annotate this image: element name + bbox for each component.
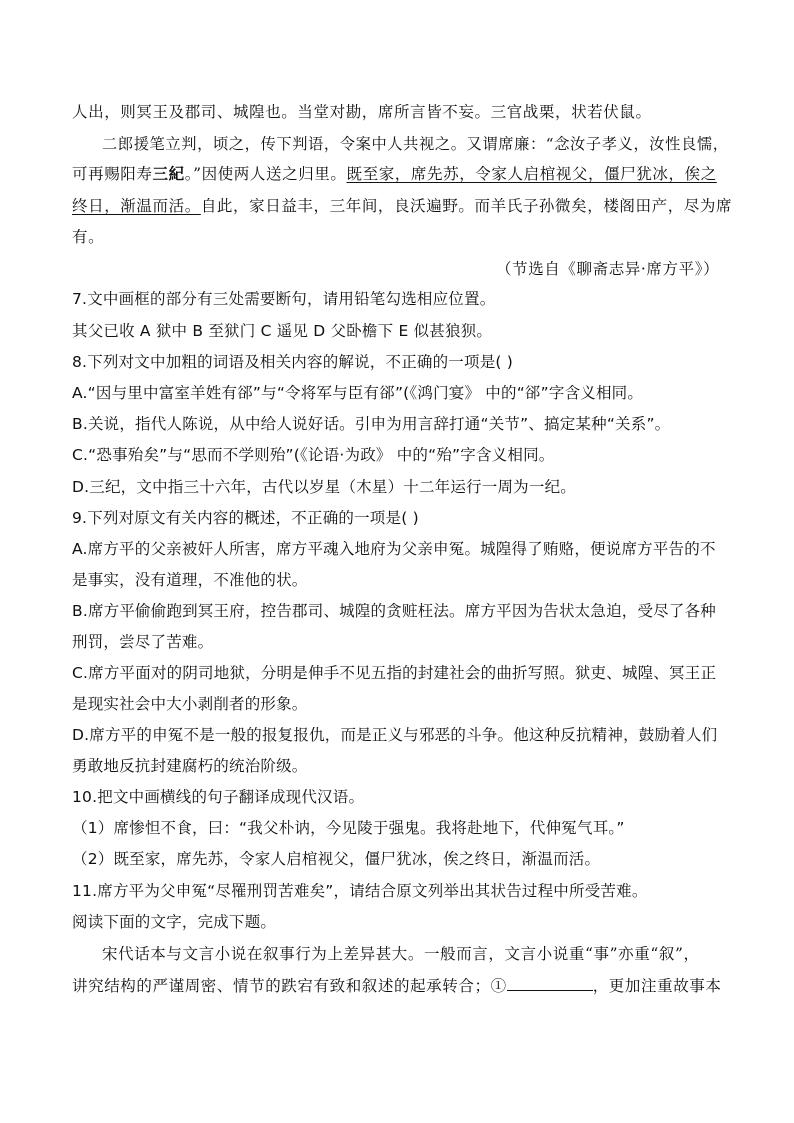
passage-line-3 [72, 163, 717, 185]
passage-line-5: 有。 [72, 228, 105, 246]
q7-stem: 7.文中画框的部分有三处需要断句，请用铅笔勾选相应位置。 [72, 290, 496, 308]
passage-line-1: 人出，则冥王及郡司、城隍也。当堂对勘，席所言皆不妄。三官战栗，状若伏鼠。 [72, 103, 652, 121]
q10-sentence-2: （2）既至家，席先苏，令家人启棺视父，僵尸犹冰，俟之终日，渐温而活。 [72, 850, 601, 868]
reading-text: 讲究结构的严谨周密、情节的跌宕有致和叙述的起承转合；① [72, 977, 507, 995]
q9-stem: 9.下列对原文有关内容的概述，不正确的一项是( ) [72, 509, 419, 527]
passage-line-4 [72, 195, 732, 217]
q8-option-b: B.关说，指代人陈说，从中给人说好话。引申为用言辞打通“关节”、搞定某种“关系”。 [72, 415, 671, 433]
passage-text: 。”因使两人送之归里。 [184, 165, 347, 183]
q9-option-a-line2: 是事实，没有道理，不准他的状。 [72, 571, 308, 589]
q10-stem: 10.把文中画横线的句子翻译成现代汉语。 [72, 788, 365, 806]
passage-text: 可再赐阳寿 [72, 165, 153, 183]
q9-option-c-line2: 是现实社会中大小剥削者的形象。 [72, 695, 308, 713]
reading-line-2 [72, 975, 722, 997]
q8-stem: 8.下列对文中加粗的词语及相关内容的解说，不正确的一项是( ) [72, 353, 514, 371]
q10-sentence-1: （1）席惨怛不食，曰：“我父朴讷，今见陵于强鬼。我将赴地下，代伸冤气耳。” [72, 819, 625, 837]
q11-stem: 11.席方平为父申冤“尽罹刑罚苦难矣”，请结合原文列举出其状告过程中所受苦难。 [72, 882, 648, 900]
passage-source: （节选自《聊斋志异·席方平》） [496, 260, 720, 278]
q9-option-b-line2: 刑罚，尝尽了苦难。 [72, 633, 214, 651]
q8-option-a: A.“因与里中富室羊姓有郤”与“令将军与臣有郤”(《鸿门宴》 中的“郤”字含义相同。 [72, 384, 644, 402]
reading-intro: 阅读下面的文字，完成下题。 [72, 913, 277, 931]
q9-option-a-line1: A.席方平的父亲被奸人所害，席方平魂入地府为父亲申冤。城隍得了贿赂，便说席方平告的不 [72, 540, 716, 558]
q9-option-c-line1: C.席方平面对的阴司地狱，分明是伸手不见五指的封建社会的曲折写照。狱吏、城隍、冥王正 [72, 664, 717, 682]
underlined-sentence: 终日，渐温而活。 [72, 197, 201, 215]
q7-text: 其父已收 A 狱中 B 至狱门 C 遥见 D 父卧檐下 E 似甚狼狈。 [72, 322, 493, 340]
q8-option-c: C.“恐事殆矣”与“思而不学则殆”(《论语·为政》 中的“殆”字含义相同。 [72, 446, 555, 464]
q9-option-d-line2: 勇敢地反抗封建腐朽的统治阶级。 [72, 757, 308, 775]
passage-line-2: 二郎援笔立判，顷之，传下判语，令案中人共视之。又谓席廉：“念汝子孝义，汝性良懦， [102, 135, 729, 153]
reading-line-1: 宋代话本与文言小说在叙事行为上差异甚大。一般而言，文言小说重“事”亦重“叙”， [102, 945, 700, 963]
q9-option-d-line1: D.席方平的申冤不是一般的报复报仇，而是正义与邪恶的斗争。他这种反抗精神，鼓励着人们 [72, 726, 718, 744]
underlined-sentence: 既至家，席先苏，令家人启棺视父，僵尸犹冰，俟之 [346, 165, 717, 183]
bold-term-sanji: 三紀 [152, 164, 185, 183]
passage-text: 自此，家日益丰，三年间，良沃遍野。而羊氏子孙微矣，楼阁田产，尽为席 [200, 197, 733, 215]
answer-blank[interactable] [507, 976, 593, 991]
q8-option-d: D.三纪，文中指三十六年，古代以岁星（木星）十二年运行一周为一纪。 [72, 478, 576, 496]
q9-option-b-line1: B.席方平偷偷跑到冥王府，控告郡司、城隍的贪赃枉法。席方平因为告状太急迫，受尽了各种 [72, 602, 716, 620]
reading-text: ，更加注重故事本 [592, 977, 722, 995]
